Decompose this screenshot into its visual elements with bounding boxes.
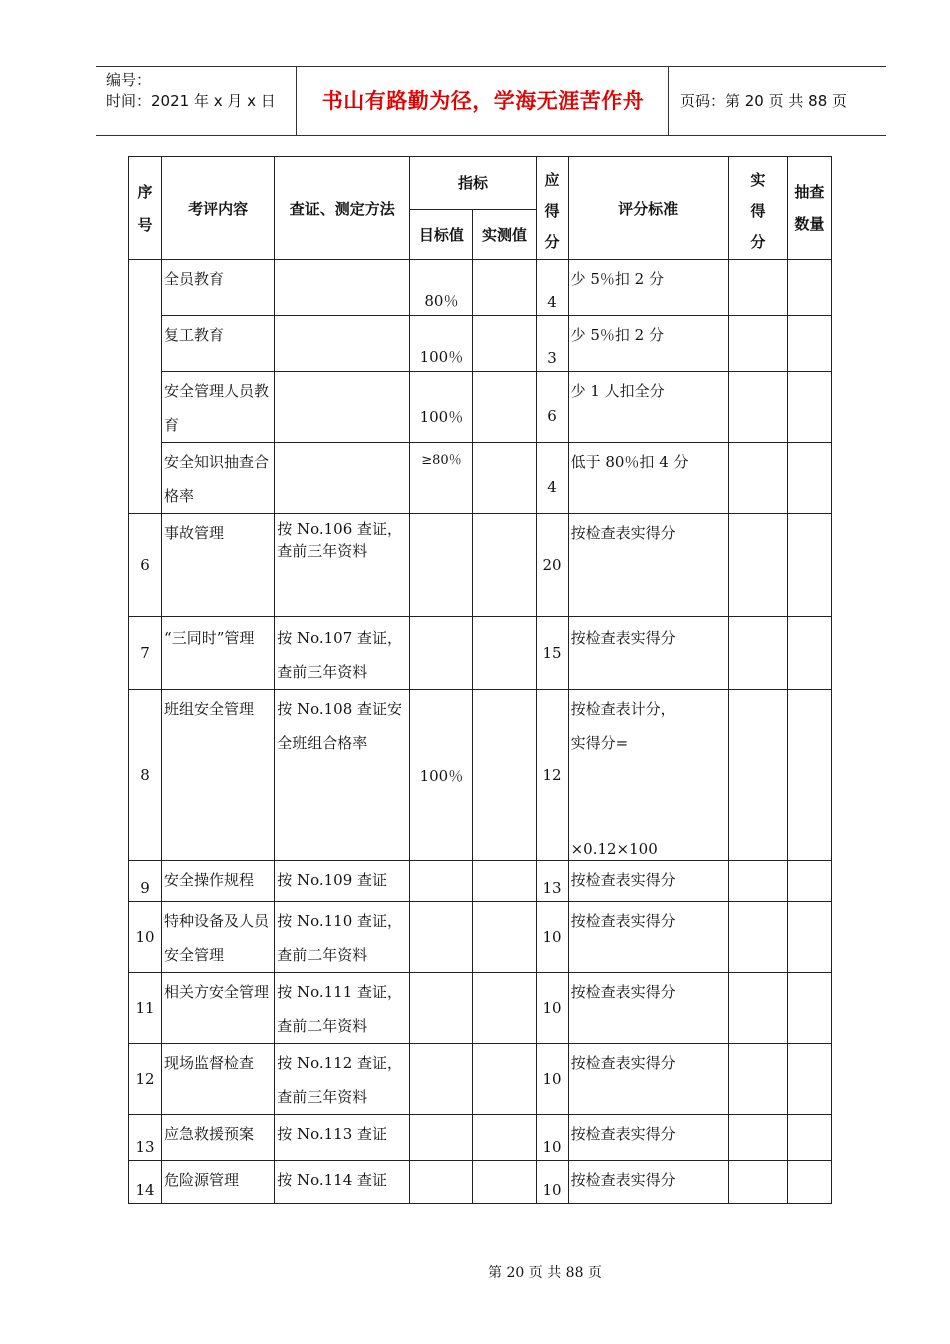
header-meta [106,70,276,112]
header-indicator: 指标 [410,157,536,210]
cell-seq: 13 [129,1115,162,1161]
cell-actual [728,973,787,1044]
cell-measured [473,514,536,617]
cell-criteria: 少 1 人扣全分 [568,372,728,443]
cell-target: ≥80％ [410,443,473,514]
cell-score: 4 [536,443,568,514]
cell-method [275,372,410,443]
cell-sample [787,514,831,617]
cell-measured [473,372,536,443]
cell-score: 10 [536,973,568,1044]
cell-actual [728,617,787,690]
cell-criteria: 按检查表实得分 [568,973,728,1044]
cell-content: 安全知识抽查合格率 [162,443,275,514]
cell-method: 按 No.111 查证，查前二年资料 [275,973,410,1044]
cell-content: 班组安全管理 [162,690,275,861]
cell-score: 15 [536,617,568,690]
header-measured: 实测值 [473,209,536,259]
cell-measured [473,260,536,316]
cell-sample [787,1115,831,1161]
cell-target [410,861,473,902]
cell-target [410,617,473,690]
table-row [129,617,832,690]
cell-target [410,1044,473,1115]
cell-content: 危险源管理 [162,1161,275,1204]
cell-target: 100％ [410,372,473,443]
cell-criteria: 按检查表实得分 [568,617,728,690]
cell-criteria: 少 5％扣 2 分 [568,316,728,372]
cell-measured [473,1161,536,1204]
header-divider [668,67,669,135]
cell-target [410,973,473,1044]
cell-criteria: 按检查表实得分 [568,1161,728,1204]
cell-actual [728,1044,787,1115]
cell-sample [787,1161,831,1204]
cell-actual [728,260,787,316]
cell-method [275,316,410,372]
cell-target: 80％ [410,260,473,316]
cell-score: 12 [536,690,568,861]
cell-seq: 11 [129,973,162,1044]
cell-method: 按 No.114 查证 [275,1161,410,1204]
cell-target [410,902,473,973]
cell-criteria: 按检查表实得分 [568,1044,728,1115]
cell-content: 复工教育 [162,316,275,372]
cell-content: 安全管理人员教育 [162,372,275,443]
table-row [129,1161,832,1204]
table-row [129,443,832,514]
cell-actual [728,443,787,514]
cell-content: 现场监督检查 [162,1044,275,1115]
cell-sample [787,617,831,690]
cell-actual [728,372,787,443]
cell-score: 10 [536,1044,568,1115]
cell-sample [787,690,831,861]
header-actual: 实 得 分 [728,157,787,260]
cell-criteria: 低于 80％扣 4 分 [568,443,728,514]
doc-number-label: 编号： [106,71,152,89]
cell-actual [728,861,787,902]
header-motto: 书山有路勤为径，学海无涯苦作舟 [321,89,645,113]
cell-actual [728,316,787,372]
table-row [129,902,832,973]
cell-content: 应急救援预案 [162,1115,275,1161]
header-target: 目标值 [410,209,473,259]
cell-criteria [568,690,728,861]
cell-score: 10 [536,1115,568,1161]
cell-seq: 12 [129,1044,162,1115]
table-row [129,372,832,443]
cell-method: 按 No.106 查证，查前三年资料 [275,514,410,617]
cell-sample [787,260,831,316]
table-row [129,690,832,861]
cell-criteria: 按检查表实得分 [568,1115,728,1161]
cell-target [410,514,473,617]
cell-target: 100％ [410,316,473,372]
cell-actual [728,514,787,617]
cell-measured [473,1115,536,1161]
cell-criteria: 少 5％扣 2 分 [568,260,728,316]
cell-sample [787,443,831,514]
cell-score: 6 [536,372,568,443]
header-row [129,157,832,210]
header-divider [296,67,297,135]
cell-method: 按 No.109 查证 [275,861,410,902]
header-seq: 序 号 [129,157,162,260]
page-footer: 第 20 页 共 88 页 [488,1265,602,1281]
criteria-formula: ×0.12×100 [570,840,658,858]
table-row [129,1044,832,1115]
cell-score: 4 [536,260,568,316]
cell-target [410,1161,473,1204]
cell-content: “三同时”管理 [162,617,275,690]
header-method: 查证、测定方法 [275,157,410,260]
header-content: 考评内容 [162,157,275,260]
page-header [96,66,886,136]
cell-measured [473,443,536,514]
cell-criteria: 按检查表实得分 [568,514,728,617]
cell-method: 按 No.107 查证，查前三年资料 [275,617,410,690]
cell-target: 100％ [410,690,473,861]
cell-measured [473,973,536,1044]
cell-seq: 6 [129,514,162,617]
cell-measured [473,902,536,973]
table-row [129,260,832,316]
cell-method: 按 No.110 查证，查前二年资料 [275,902,410,973]
table-row [129,973,832,1044]
table-row [129,514,832,617]
cell-score: 13 [536,861,568,902]
cell-measured [473,1044,536,1115]
cell-seq: 9 [129,861,162,902]
cell-measured [473,861,536,902]
cell-actual [728,1115,787,1161]
cell-method: 按 No.113 查证 [275,1115,410,1161]
cell-sample [787,372,831,443]
cell-measured [473,316,536,372]
cell-score: 3 [536,316,568,372]
cell-seq: 14 [129,1161,162,1204]
cell-measured [473,617,536,690]
cell-method [275,260,410,316]
criteria-line: 按检查表计分， [570,700,676,718]
table-row [129,1115,832,1161]
cell-criteria: 按检查表实得分 [568,861,728,902]
cell-seq: 10 [129,902,162,973]
table-row [129,861,832,902]
cell-content: 相关方安全管理 [162,973,275,1044]
evaluation-table [128,156,832,1204]
cell-score: 10 [536,1161,568,1204]
cell-actual [728,902,787,973]
header-score: 应 得 分 [536,157,568,260]
cell-actual [728,690,787,861]
cell-sample [787,1044,831,1115]
cell-sample [787,861,831,902]
cell-content: 特种设备及人员安全管理 [162,902,275,973]
cell-method [275,443,410,514]
cell-sample [787,973,831,1044]
cell-sample [787,316,831,372]
doc-date: 时间：2021 年 x 月 x 日 [106,92,276,110]
cell-sample [787,902,831,973]
cell-score: 20 [536,514,568,617]
cell-target [410,1115,473,1161]
cell-criteria: 按检查表实得分 [568,902,728,973]
table-row [129,316,832,372]
cell-content: 全员教育 [162,260,275,316]
cell-actual [728,1161,787,1204]
cell-seq-continued [129,260,162,514]
cell-content: 事故管理 [162,514,275,617]
cell-seq: 8 [129,690,162,861]
header-criteria: 评分标准 [568,157,728,260]
cell-score: 10 [536,902,568,973]
cell-method: 按 No.112 查证，查前三年资料 [275,1044,410,1115]
cell-method: 按 No.108 查证安全班组合格率 [275,690,410,861]
header-page-number: 页码：第 20 页 共 88 页 [680,92,848,110]
cell-content: 安全操作规程 [162,861,275,902]
cell-seq: 7 [129,617,162,690]
criteria-line: 实得分= [570,734,629,752]
header-sample: 抽查 数量 [787,157,831,260]
cell-measured [473,690,536,861]
